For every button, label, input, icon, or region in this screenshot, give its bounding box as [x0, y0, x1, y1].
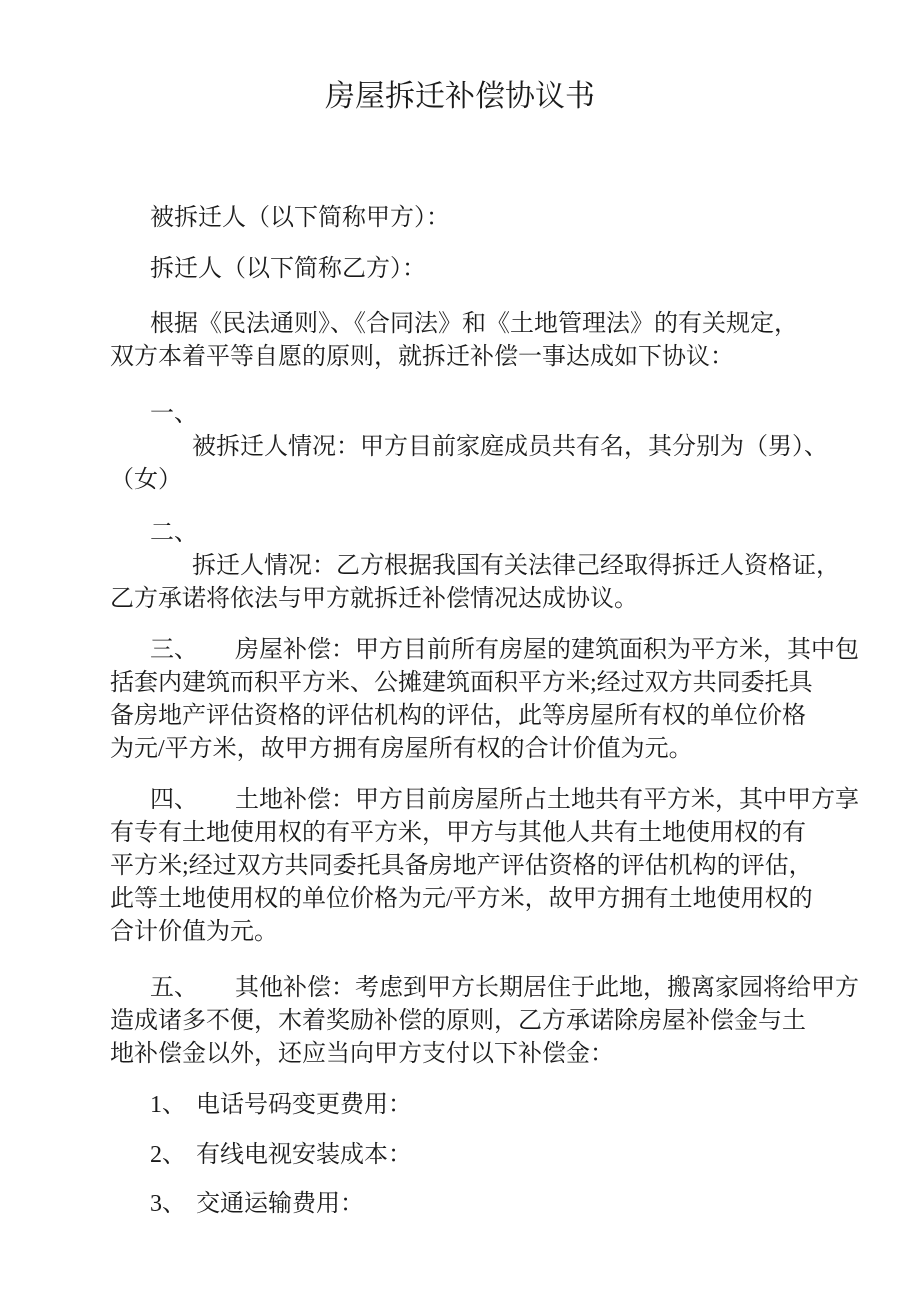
list-item — [0, 1139, 920, 1172]
list-item-text: 交通运输费用： — [196, 1191, 364, 1217]
section-5-line: 地补偿金以外，还应当向甲方支付以下补偿金： — [110, 1041, 614, 1067]
section-1-line: （女） — [110, 467, 182, 493]
section-1-number: 一、 — [150, 401, 198, 427]
section-4-line: 此等土地使用权的单位价格为元/平方米，故甲方拥有土地使用权的 — [110, 886, 813, 912]
preamble-line: 根据《民法通则》、《合同法》和《土地管理法》的有关规定， — [150, 311, 798, 337]
section-5-lead-text: 其他补偿：考虑到甲方长期居住于此地，搬离家园将给甲方 — [235, 975, 859, 1001]
section-3-lead-line — [0, 634, 920, 667]
section-4-line: 有专有土地使用权的有平方米，甲方与其他人共有土地使用权的有 — [110, 820, 806, 846]
section-3-line: 括套内建筑而积平方米、公摊建筑面积平方米;经过双方共同委托具 — [110, 670, 813, 696]
section-1 — [0, 398, 920, 497]
section-3-lead-text: 房屋补偿：甲方目前所有房屋的建筑面积为平方米，其中包 — [235, 637, 859, 663]
list-item — [0, 1188, 920, 1221]
section-5-lead-line — [0, 972, 920, 1005]
list-item-text: 电话号码变更费用： — [196, 1092, 412, 1118]
section-2 — [0, 517, 920, 616]
list-item-number: 3、 — [150, 1191, 186, 1217]
section-4-line: 合计价值为元。 — [110, 919, 278, 945]
preamble-paragraph — [0, 308, 920, 374]
section-3-number: 三、 — [150, 637, 198, 663]
party-a-line: 被拆迁人（以下简称甲方）： — [150, 205, 450, 231]
section-2-line: 乙方承诺将依法与甲方就拆迁补偿情况达成协议。 — [110, 586, 638, 612]
section-1-line: 被拆迁人情况：甲方目前家庭成员共有名，其分别为（男）、 — [192, 434, 828, 460]
section-4 — [0, 784, 920, 949]
section-3 — [0, 634, 920, 766]
party-b-line: 拆迁人（以下简称乙方）： — [150, 256, 426, 282]
section-5-line: 造成诸多不便，木着奖励补偿的原则，乙方承诺除房屋补偿金与土 — [110, 1008, 806, 1034]
list-item-number: 2、 — [150, 1142, 186, 1168]
section-5-number: 五、 — [150, 975, 198, 1001]
section-3-line: 为元/平方米，故甲方拥有房屋所有权的合计价值为元。 — [110, 736, 693, 762]
section-4-lead-line — [0, 784, 920, 817]
section-5 — [0, 972, 920, 1071]
section-2-line: 拆迁人情况：乙方根据我国有关法律己经取得拆迁人资格证， — [192, 553, 840, 579]
section-3-line: 备房地产评估资格的评估机构的评估，此等房屋所有权的单位价格 — [110, 703, 806, 729]
section-4-number: 四、 — [150, 787, 198, 813]
list-item-number: 1、 — [150, 1092, 186, 1118]
preamble-line: 双方本着平等自愿的原则，就拆迁补偿一事达成如下协议： — [110, 344, 734, 370]
section-2-number: 二、 — [150, 520, 198, 546]
document-title: 房屋拆迁补偿协议书 — [325, 80, 595, 113]
section-4-line: 平方米;经过双方共同委托具备房地产评估资格的评估机构的评估， — [110, 853, 813, 879]
list-item — [0, 1089, 920, 1122]
list-item-text: 有线电视安装成本： — [196, 1142, 412, 1168]
section-4-lead-text: 土地补偿：甲方目前房屋所占土地共有平方米，其中甲方享 — [235, 787, 859, 813]
